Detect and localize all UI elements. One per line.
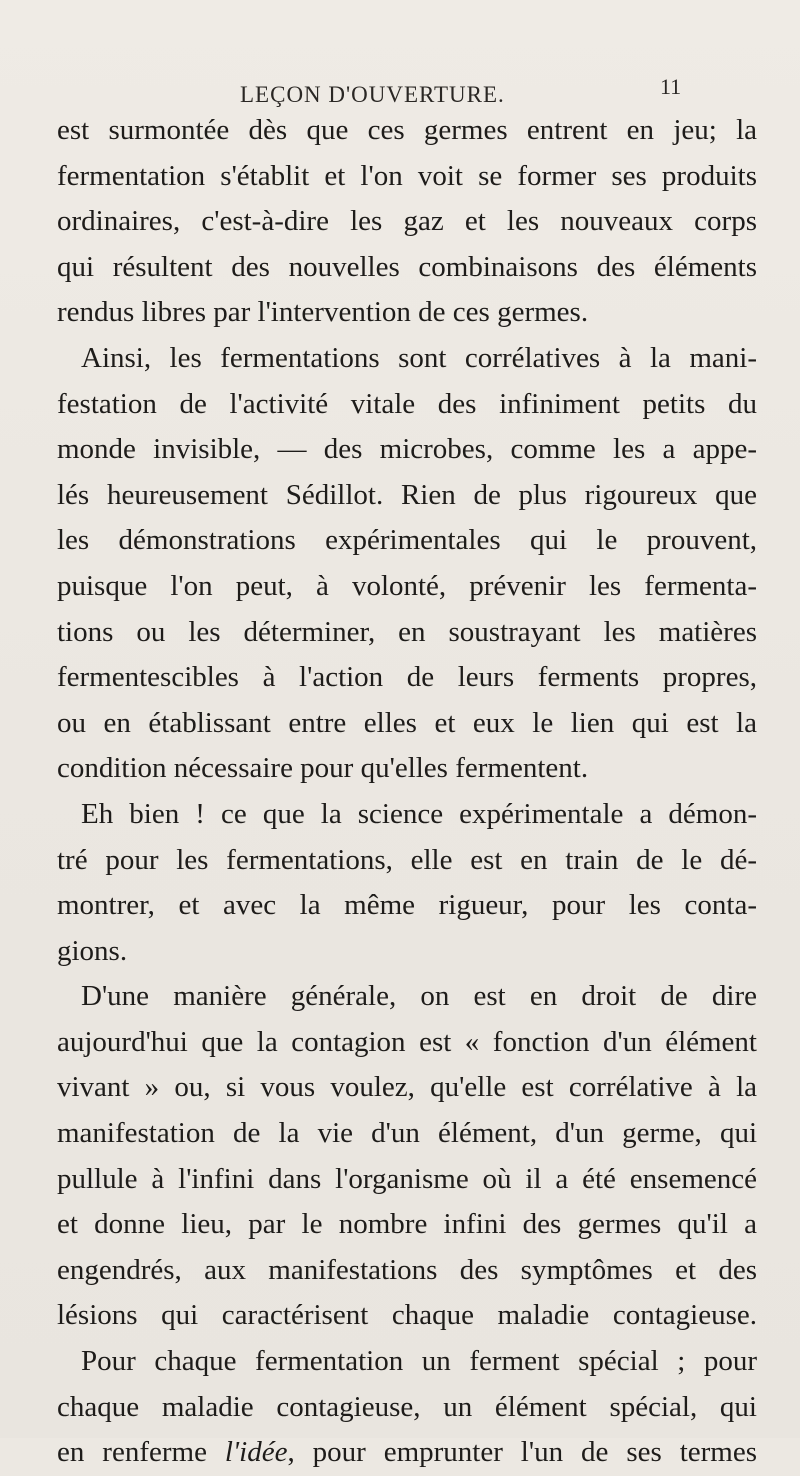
text-line: tré pour les fermentations, elle est en train de le dé- bbox=[57, 843, 757, 876]
page-number: 11 bbox=[660, 74, 682, 99]
text-line: puisque l'on peut, à volonté, prévenir les fermenta- bbox=[57, 569, 757, 602]
text-line: D'une manière générale, on est en droit de dire bbox=[81, 980, 757, 1013]
text-line-final bbox=[57, 1430, 757, 1476]
text-line: et donne lieu, par le nombre infini des germes qu'il a bbox=[57, 1208, 757, 1241]
text-line: tions ou les déterminer, en soustrayant les matières bbox=[57, 615, 757, 648]
text-line: condition nécessaire pour qu'elles fermentent. bbox=[57, 752, 589, 785]
text-line: fermentescibles à l'action de leurs ferments propres, bbox=[57, 661, 757, 694]
running-head: LEÇON D'OUVERTURE. bbox=[240, 82, 505, 107]
final-line-before: en renferme bbox=[57, 1436, 225, 1469]
text-line: lésions qui caractérisent chaque maladie contagieuse. bbox=[57, 1299, 757, 1332]
final-line-after: , pour emprunter l'un de ses termes bbox=[287, 1436, 757, 1469]
text-line: Ainsi, les fermentations sont corrélatives à la mani- bbox=[81, 341, 757, 374]
text-line: ou en établissant entre elles et eux le lien qui est la bbox=[57, 706, 757, 739]
text-line: gions. bbox=[57, 934, 128, 967]
text-line: pullule à l'infini dans l'organisme où il a été ensemencé bbox=[57, 1162, 757, 1195]
text-line: engendrés, aux manifestations des symptômes et des bbox=[57, 1253, 757, 1286]
text-line: festation de l'activité vitale des infiniment petits du bbox=[57, 387, 757, 420]
body-text bbox=[57, 108, 757, 1476]
text-line: ordinaires, c'est-à-dire les gaz et les nouveaux corps bbox=[57, 205, 757, 238]
text-line: manifestation de la vie d'un élément, d'un germe, qui bbox=[57, 1117, 757, 1150]
text-line: qui résultent des nouvelles combinaisons des éléments bbox=[57, 250, 757, 283]
text-line: chaque maladie contagieuse, un élément spécial, qui bbox=[57, 1390, 757, 1423]
text-line: les démonstrations expérimentales qui le prouvent, bbox=[57, 524, 757, 557]
text-line: lés heureusement Sédillot. Rien de plus rigoureux que bbox=[57, 478, 757, 511]
text-line: montrer, et avec la même rigueur, pour les conta- bbox=[57, 889, 757, 922]
text-line: vivant » ou, si vous voulez, qu'elle est corrélative à la bbox=[57, 1071, 757, 1104]
final-line-italic-word: l'idée bbox=[224, 1436, 288, 1469]
text-line: aujourd'hui que la contagion est « fonction d'un élément bbox=[57, 1025, 757, 1058]
text-line: Eh bien ! ce que la science expérimentale a démon- bbox=[81, 797, 757, 830]
text-line: Pour chaque fermentation un ferment spécial ; pour bbox=[81, 1345, 757, 1378]
text-line: fermentation s'établit et l'on voit se former ses produits bbox=[57, 159, 757, 192]
text-line: monde invisible, — des microbes, comme les a appe- bbox=[57, 433, 757, 466]
text-line: est surmontée dès que ces germes entrent en jeu; la bbox=[57, 114, 757, 146]
text-line: rendus libres par l'intervention de ces germes. bbox=[57, 296, 589, 329]
